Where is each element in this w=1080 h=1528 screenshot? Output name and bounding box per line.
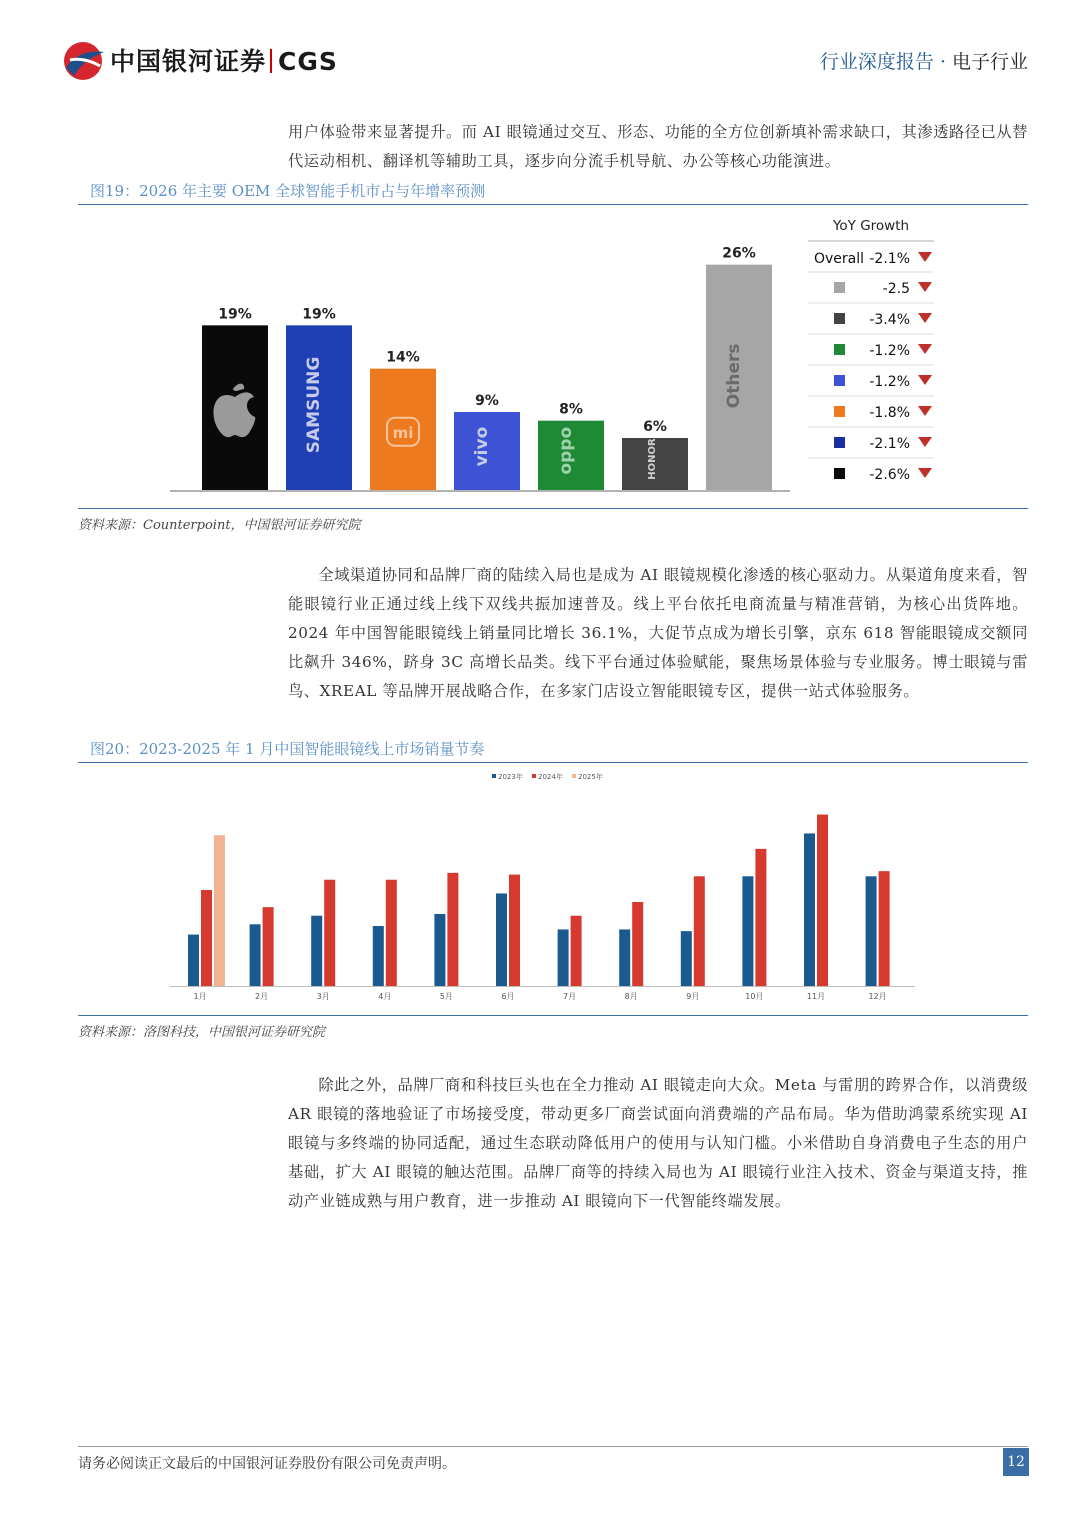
- down-arrow-icon: [918, 406, 932, 416]
- brand-label: oppo: [556, 426, 576, 475]
- yoy-value: -2.1%: [869, 436, 910, 452]
- bar-2023年: [434, 914, 445, 986]
- data-label: 19%: [218, 306, 252, 323]
- figure-20-title: 图20：2023-2025 年 1 月中国智能眼镜线上市场销量节奏: [90, 740, 485, 758]
- legend-label: 2023年: [498, 773, 523, 781]
- legend-swatch: [834, 468, 845, 479]
- x-tick-label: 5月: [439, 992, 453, 1001]
- bar-2024年: [817, 815, 828, 986]
- paragraph-brands: 除此之外，品牌厂商和科技巨头也在全力推动 AI 眼镜走向大众。Meta 与雷朋的跨界合作，以消费级 AR 眼镜的落地验证了市场接受度，带动更多厂商尝试面向消费端的产品布局。华为借助鸿蒙系统实现 AI 眼镜与多终端的协同适配，通过生态联动降低用户的使用与认知门槛。小米借助自身消费电子生态的用户基础，扩大 AI 眼镜的触达范围。品牌厂商等的持续入局也为 AI 眼镜行业注入技术、资金与渠道支持，推动产业链成熟与用户教育，进一步推动 AI 眼镜向下一代智能终端发展。: [288, 1076, 1028, 1210]
- footer-rule: [78, 1446, 1028, 1447]
- bar-2023年: [681, 931, 692, 986]
- brand-label: SAMSUNG: [304, 356, 324, 454]
- bar-2023年: [250, 924, 261, 986]
- yoy-table-title: YoY Growth: [832, 218, 910, 234]
- page-number: 12: [1003, 1448, 1029, 1476]
- bar-2023年: [373, 926, 384, 986]
- bar-2024年: [447, 873, 458, 986]
- logo-en: CGS: [278, 47, 338, 76]
- figure-19-title: 图19：2026 年主要 OEM 全球智能手机市占与年增率预测: [90, 182, 486, 200]
- data-label: 9%: [475, 393, 499, 409]
- down-arrow-icon: [918, 252, 932, 262]
- xiaomi-logo-text: mi: [392, 423, 414, 442]
- market-share-chart: [150, 210, 950, 505]
- figure-20-source: 资料来源：洛图科技，中国银河证券研究院: [78, 1025, 326, 1040]
- yoy-overall-value: -2.1%: [869, 251, 910, 267]
- yoy-value: -1.8%: [869, 405, 910, 421]
- bar-2023年: [496, 893, 507, 986]
- x-tick-label: 10月: [745, 992, 764, 1001]
- bar-2024年: [755, 849, 766, 986]
- figure-20-bottom-rule: [78, 1015, 1028, 1016]
- down-arrow-icon: [918, 468, 932, 478]
- data-label: 14%: [386, 349, 420, 366]
- data-label: 8%: [559, 401, 583, 418]
- bar-2024年: [201, 890, 212, 986]
- legend-swatch: [834, 406, 845, 417]
- cgs-logo-icon: [60, 40, 106, 82]
- x-tick-label: 9月: [686, 992, 700, 1001]
- legend-swatch: [834, 313, 845, 324]
- legend-label: 2025年: [578, 773, 603, 781]
- legend-swatch: [834, 437, 845, 448]
- legend-swatch: [834, 375, 845, 386]
- bar-2024年: [879, 871, 890, 986]
- bar-2024年: [509, 875, 520, 986]
- x-tick-label: 4月: [378, 992, 392, 1001]
- data-label: 6%: [643, 419, 667, 435]
- report-type: 行业深度报告 · 电子行业: [819, 51, 1028, 73]
- x-tick-label: 11月: [806, 992, 826, 1001]
- paragraph-channels: 全域渠道协同和品牌厂商的陆续入局也是成为 AI 眼镜规模化渗透的核心驱动力。从渠道角度来看，智能眼镜行业正通过线上线下双线共振加速普及。线上平台依托电商流量与精准营销，为核心出货阵地。2024 年中国智能眼镜线上销量同比增长 36.1%，大促节点成为增长引擎，京东 618 智能眼镜成交额同比飙升 346%，跻身 3C 高增长品类。线下平台通过体验赋能，聚焦场景体验与专业服务。博士眼镜与雷鸟、XREAL 等品牌开展战略合作，在多家门店设立智能眼镜专区，提供一站式体验服务。: [288, 566, 1028, 700]
- legend-swatch: [834, 282, 845, 293]
- brand-label: HONOR: [647, 438, 658, 480]
- bar-2024年: [694, 876, 705, 986]
- bar-2024年: [263, 907, 274, 986]
- yoy-value: -3.4%: [869, 312, 910, 328]
- legend-swatch: [492, 774, 496, 778]
- figure-19-top-rule: [78, 204, 1028, 205]
- yoy-value: -2.6%: [869, 467, 910, 483]
- bar-2023年: [619, 929, 630, 986]
- figure-19-bottom-rule: [78, 508, 1028, 509]
- legend-swatch: [532, 774, 536, 778]
- bar-2024年: [632, 902, 643, 986]
- bar-2023年: [866, 876, 877, 986]
- paragraph-intro: 用户体验带来显著提升。而 AI 眼镜通过交互、形态、功能的全方位创新填补需求缺口，其渗透路径已从替代运动相机、翻译机等辅助工具，逐步向分流手机导航、办公等核心功能演进。: [288, 123, 1028, 170]
- legend-swatch: [572, 774, 576, 778]
- down-arrow-icon: [918, 437, 932, 447]
- yoy-overall-label: Overall: [814, 251, 865, 267]
- bar-2023年: [742, 876, 753, 986]
- brand-label: vivo: [472, 426, 492, 467]
- down-arrow-icon: [918, 375, 932, 385]
- bar-2024年: [386, 880, 397, 986]
- x-tick-label: 7月: [563, 992, 577, 1001]
- down-arrow-icon: [918, 344, 932, 354]
- x-tick-label: 12月: [868, 992, 887, 1001]
- down-arrow-icon: [918, 313, 932, 323]
- data-label: 19%: [302, 306, 336, 323]
- x-tick-label: 3月: [316, 992, 330, 1001]
- bar-2023年: [558, 929, 569, 986]
- legend-label: 2024年: [538, 773, 563, 781]
- yoy-value: -2.5: [882, 281, 910, 297]
- bar-2024年: [324, 880, 335, 986]
- bar-2023年: [804, 833, 815, 986]
- down-arrow-icon: [918, 282, 932, 292]
- yoy-value: -1.2%: [869, 343, 910, 359]
- x-tick-label: 2月: [255, 992, 269, 1001]
- legend-swatch: [834, 344, 845, 355]
- brand-label: Others: [724, 343, 744, 409]
- bar-2023年: [311, 916, 322, 986]
- footer-disclaimer: 请务必阅读正文最后的中国银河证券股份有限公司免责声明。: [78, 1456, 456, 1472]
- figure-20-top-rule: [78, 762, 1028, 763]
- figure-19-source: 资料来源：Counterpoint，中国银河证券研究院: [78, 518, 361, 533]
- yoy-value: -1.2%: [869, 374, 910, 390]
- x-tick-label: 1月: [193, 992, 207, 1001]
- bar-2023年: [188, 935, 199, 986]
- monthly-sales-chart: [150, 766, 940, 1011]
- x-tick-label: 6月: [501, 992, 515, 1001]
- x-tick-label: 8月: [624, 992, 638, 1001]
- company-logo-text: 中国银河证券 CGS: [110, 47, 338, 76]
- bar-2024年: [571, 916, 582, 986]
- bar-2025年: [214, 835, 225, 986]
- data-label: 26%: [722, 245, 756, 262]
